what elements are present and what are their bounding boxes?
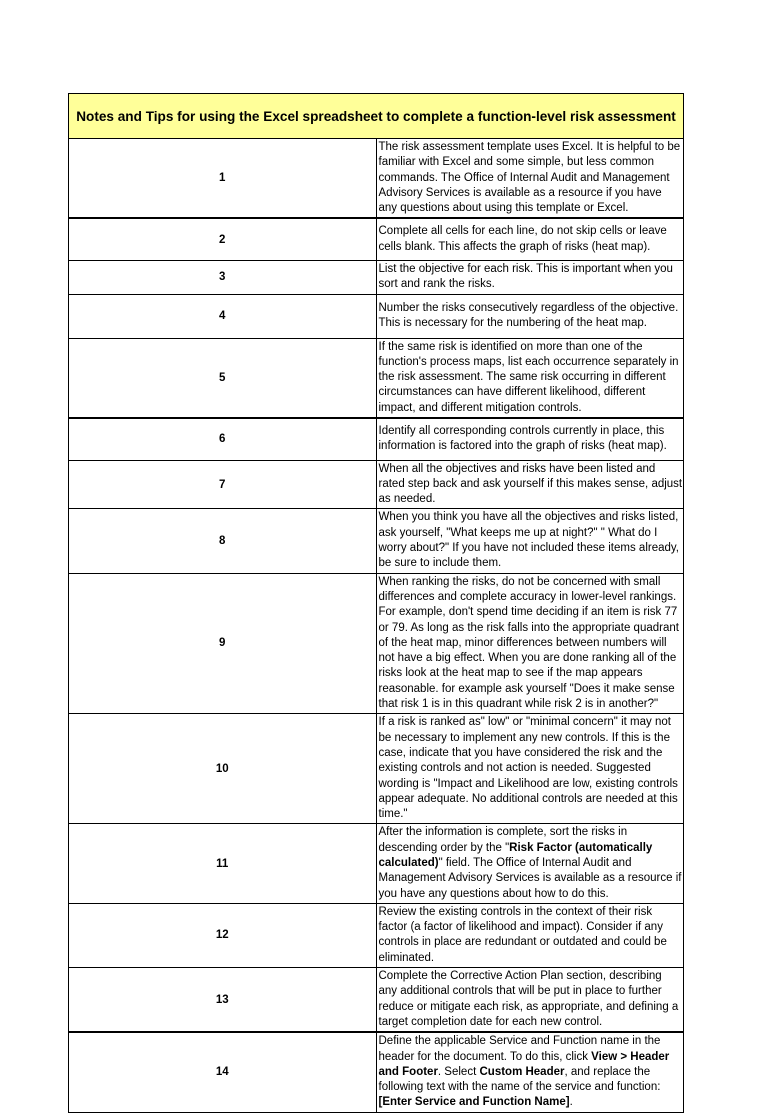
notes-table-body (69, 94, 684, 1113)
note-bold-text: View > Header and Footer (378, 1050, 670, 1078)
row-note (376, 139, 684, 219)
row-number: 11 (69, 824, 377, 903)
table-row (69, 968, 684, 1033)
table-row (69, 260, 684, 294)
table-row (69, 418, 684, 460)
row-note (376, 509, 684, 573)
table-row (69, 1032, 684, 1112)
table-row (69, 139, 684, 219)
row-number: 10 (69, 714, 377, 824)
note-text: List the objective for each risk. This is important when you sort and rank the risks. (378, 262, 673, 291)
note-text: If the same risk is identified on more than one of the function's process maps, list each occurrence separately in the risk assessment. The same risk occurring in different circumstances can have different likelihood, different impact, and different mitigation controls. (378, 340, 679, 414)
row-number: 8 (69, 509, 377, 573)
note-text: If a risk is ranked as" low" or "minimal concern" it may not be necessary to implement any new controls. If this is the case, indicate that you have considered the risk and the existing controls and not action is needed. Suggested wording is "Impact and Likelihood are low, existing controls appear adequate. No additional controls are needed at this time." (378, 716, 678, 821)
note-text: Define the applicable Service and Function name in the header for the document. To do this, click (378, 1035, 661, 1063)
note-text: When all the objectives and risks have been listed and rated step back and ask yourself if this makes sense, adjust as needed. (378, 462, 683, 506)
row-note (376, 824, 684, 903)
table-row (69, 218, 684, 260)
row-number: 12 (69, 903, 377, 967)
title-row (69, 94, 684, 139)
table-row (69, 824, 684, 903)
table-row (69, 714, 684, 824)
row-number: 3 (69, 260, 377, 294)
table-row (69, 903, 684, 967)
row-note (376, 714, 684, 824)
row-note (376, 460, 684, 509)
table-title: Notes and Tips for using the Excel spreadsheet to complete a function-level risk assessment (69, 94, 684, 139)
note-text: After the information is complete, sort the risks in descending order by the " (378, 826, 628, 854)
note-text: " field. The Office of Internal Audit and Management Advisory Services is available as a resource if you have any questions about how to do this. (378, 856, 682, 900)
note-text: Review the existing controls in the context of their risk factor (a factor of likelihood and impact). Consider if any controls in place are redundant or outdated and could be eliminated. (378, 905, 667, 964)
row-note (376, 218, 684, 260)
table-row (69, 338, 684, 418)
row-number: 1 (69, 139, 377, 219)
note-text: Identify all corresponding controls currently in place, this information is factored into the graph of risks (heat map). (378, 425, 667, 453)
row-note (376, 260, 684, 294)
note-text: , and replace the following text with the name of the service and function: (378, 1065, 661, 1094)
table-row (69, 294, 684, 338)
row-note (376, 338, 684, 418)
note-bold-text: Risk Factor (automatically calculated) (378, 841, 653, 869)
row-number: 7 (69, 460, 377, 509)
note-text: . Select (437, 1065, 480, 1078)
row-number: 14 (69, 1032, 377, 1112)
row-note (376, 968, 684, 1033)
row-note (376, 1032, 684, 1112)
note-bold-text: [Enter Service and Function Name] (378, 1096, 570, 1109)
row-note (376, 903, 684, 967)
note-text: When you think you have all the objectives and risks listed, ask yourself, "What keeps me up at night?" " What do I worry about?" If you have not included these items already, be sure to include them. (378, 511, 679, 570)
table-row (69, 573, 684, 714)
note-text: Complete all cells for each line, do not skip cells or leave cells blank. This affects the graph of risks (heat map). (378, 225, 667, 253)
row-number: 9 (69, 573, 377, 714)
row-number: 5 (69, 338, 377, 418)
note-text: The risk assessment template uses Excel. It is helpful to be familiar with Excel and some simple, but less common commands. The Office of Internal Audit and Management Advisory Services is available as a resource if you have any questions about using this template or Excel. (378, 141, 681, 215)
note-text: Number the risks consecutively regardless of the objective. This is necessary for the numbering of the heat map. (378, 301, 679, 330)
note-text: Complete the Corrective Action Plan section, describing any additional controls that will be put in place to further reduce or mitigate each risk, as appropriate, and defining a target completion date for each new control. (378, 970, 679, 1028)
note-bold-text: Custom Header (479, 1065, 565, 1078)
notes-table (68, 93, 684, 1113)
row-number: 4 (69, 294, 377, 338)
row-number: 13 (69, 968, 377, 1033)
row-number: 2 (69, 218, 377, 260)
table-row (69, 509, 684, 573)
table-row (69, 460, 684, 509)
note-text: When ranking the risks, do not be concerned with small differences and complete accuracy in lower-level rankings. For example, don't spend time deciding if an item is risk 77 or 79. As long as the risk falls into the appropriate quadrant of the heat map, minor differences between numbers will not have a big effect. When you are done ranking all of the risks look at the heat map to see if the map appears reasonable. for example ask yourself "Does it make sense that risk 1 is in this quadrant while risk 2 is in another?" (378, 575, 679, 711)
note-text: . (569, 1096, 573, 1109)
row-number: 6 (69, 418, 377, 460)
row-note (376, 573, 684, 714)
row-note (376, 418, 684, 460)
row-note (376, 294, 684, 338)
